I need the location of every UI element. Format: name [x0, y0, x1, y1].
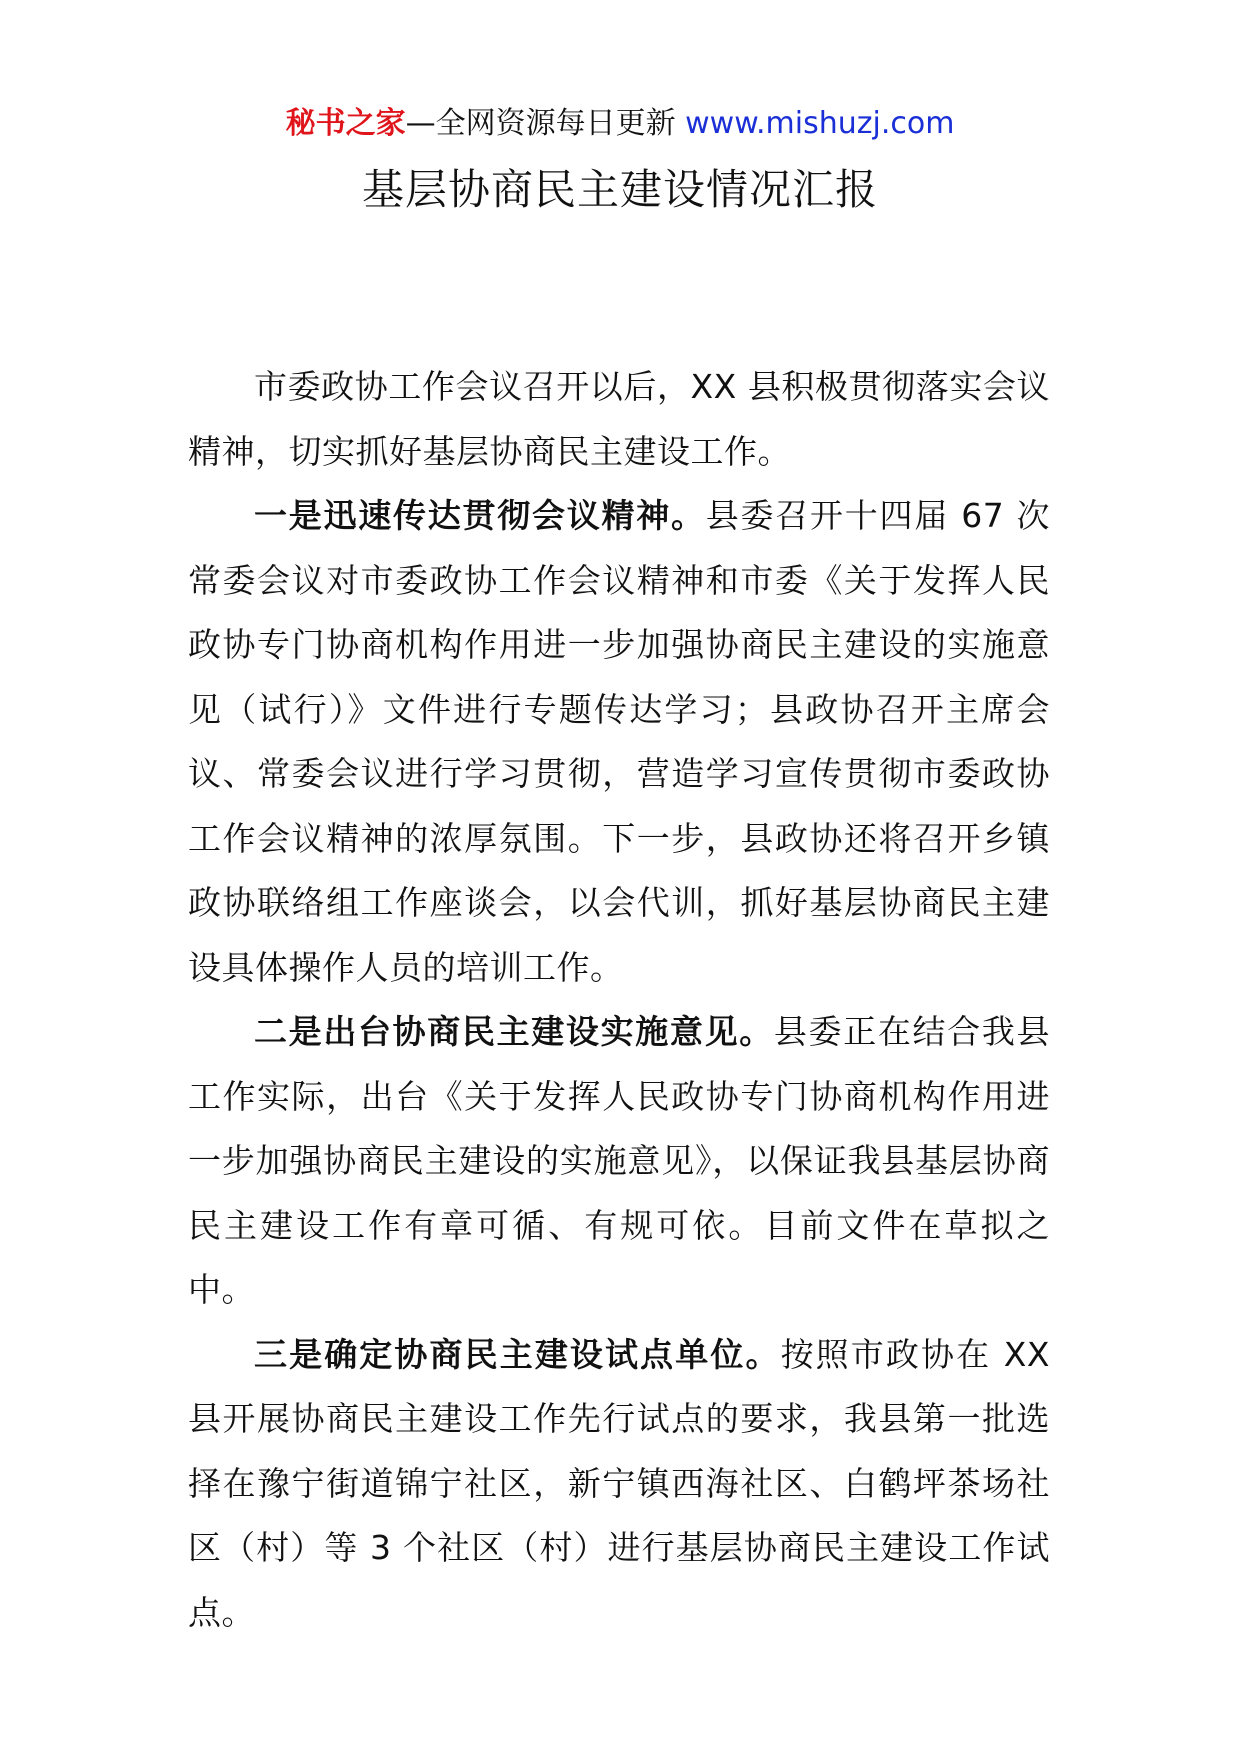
site-banner: [0, 102, 1240, 146]
document-body: [188, 355, 1050, 1645]
banner-tagline: —全网资源每日更新: [405, 106, 686, 141]
paragraph-point-1: [188, 484, 1050, 1000]
paragraph-lead: 三是确定协商民主建设试点单位。: [254, 1334, 781, 1374]
paragraph-point-3: [188, 1323, 1050, 1646]
paragraph-text: 县委正在结合我县工作实际，出台《关于发挥人民政协专门协商机构作用进一步加强协商民主建设的实施意见》，以保证我县基层协商民主建设工作有章可循、有规可依。目前文件在草拟之中。: [188, 1012, 1051, 1309]
document-title: 基层协商民主建设情况汇报: [361, 165, 878, 214]
paragraph-text: 县委召开十四届 67 次常委会议对市委政协工作会议精神和市委《关于发挥人民政协专门协商机构作用进一步加强协商民主建设的实施意见（试行）》文件进行专题传达学习；县政协召开主席会议、常委会议进行学习贯彻，营造学习宣传贯彻市委政协工作会议精神的浓厚氛围。下一步，县政协还将召开乡镇政协联络组工作座谈会，以会代训，抓好基层协商民主建设具体操作人员的培训工作。: [188, 496, 1050, 987]
paragraph-lead: 一是迅速传达贯彻会议精神。: [254, 496, 706, 535]
paragraph-text: 市委政协工作会议召开以后，XX 县积极贯彻落实会议精神，切实抓好基层协商民主建设工作。: [188, 367, 1050, 471]
paragraph-point-2: [188, 1000, 1050, 1323]
paragraph-lead: 二是出台协商民主建设实施意见。: [254, 1012, 774, 1051]
site-url-link[interactable]: www.mishuzj.com: [685, 106, 955, 141]
brand-name: 秘书之家: [285, 106, 406, 141]
paragraph-intro: [188, 355, 1050, 484]
paragraph-text: 按照市政协在 XX 县开展协商民主建设工作先行试点的要求，我县第一批选择在豫宁街道锦宁社区，新宁镇西海社区、白鹤坪茶场社区（村）等 3 个社区（村）进行基层协商民主建设工作试点。: [188, 1334, 1050, 1632]
